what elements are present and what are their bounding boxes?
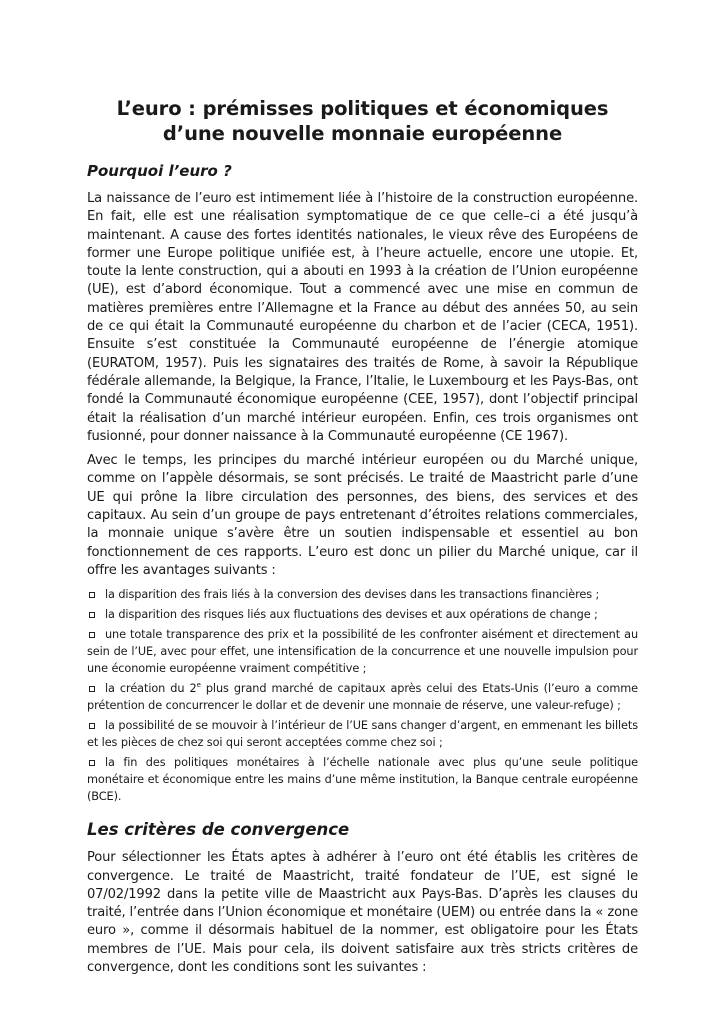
checkbox-bullet-icon: [89, 612, 95, 618]
list-item-text: la fin des politiques monétaires à l’échelle nationale avec plus qu’une seule politique monétaire et économique entre les mains d’une même institution, la Banque centrale européenne (BCE).: [87, 756, 638, 804]
list-item-text: la disparition des risques liés aux fluctuations des devises et aux opérations de change ;: [105, 608, 598, 622]
list-item: [87, 606, 638, 623]
list-item-text: la possibilité de se mouvoir à l’intérieur de l’UE sans changer d’argent, en emmenant les billets et les pièces de chez soi qui seront acceptées comme chez soi ;: [87, 719, 638, 750]
list-item: [87, 586, 638, 603]
advantages-list: [87, 586, 638, 805]
paragraph-history: La naissance de l’euro est intimement liée à l’histoire de la construction européenne. En fait, elle est une réalisation symptomatique de ce que celle–ci a été jusqu’à maintenant. A cause des fortes identités nationales, le vieux rêve des Européens de former une Europe politique unifiée est, à l’heure actuelle, encore une utopie. Et, toute la lente construction, qui a abouti en 1993 à la création de l’Union européenne (UE), est d’abord économique. Tout a commencé avec une mise en commun de matières premières entre l’Allemagne et la France au début des années 50, au sein de ce qui était la Communauté européenne du charbon et de l’acier (CECA, 1951). Ensuite s’est constituée la Communauté européenne de l’énergie atomique (EURATOM, 1957). Puis les signataires des traités de Rome, à savoir la République fédérale allemande, la Belgique, la France, l’Italie, le Luxembourg et les Pays-Bas, ont fondé la Communauté économique européenne (CEE, 1957), dont l’objectif principal était la réalisation d’un marché intérieur européen. Enfin, ces trois organismes ont fusionné, pour donner naissance à la Communauté européenne (CE 1967).: [87, 191, 638, 444]
superscript: e: [196, 681, 201, 690]
title-line-2: d’une nouvelle monnaie européenne: [162, 122, 563, 145]
checkbox-bullet-icon: [89, 632, 95, 638]
checkbox-bullet-icon: [89, 686, 95, 692]
checkbox-bullet-icon: [89, 723, 95, 729]
checkbox-bullet-icon: [89, 760, 95, 766]
checkbox-bullet-icon: [89, 592, 95, 598]
list-item-text-post: plus grand marché de capitaux après celui des Etats-Unis (l’euro a comme prétention de concurrencer le dollar et de devenir une monnaie de réserve, une valeur-refuge) ;: [87, 682, 639, 713]
list-item-text-pre: la création du 2: [105, 682, 197, 696]
list-item: [87, 717, 638, 751]
title-line-1: L’euro : prémisses politiques et économiques: [116, 97, 609, 120]
list-item: [87, 754, 638, 805]
list-item: [87, 626, 638, 677]
list-item-text: une totale transparence des prix et la possibilité de les confronter aisément et directement au sein de l’UE, avec pour effet, une intensification de la concurrence et une nouvelle impulsion pour une économie européenne vraiment compétitive ;: [87, 628, 638, 676]
section-heading-criteres: Les critères de convergence: [87, 820, 350, 840]
list-item-text: la disparition des frais liés à la conversion des devises dans les transactions financières ;: [105, 588, 600, 602]
document-page: [87, 96, 638, 983]
document-title: [87, 96, 638, 146]
paragraph-marche-unique: Avec le temps, les principes du marché intérieur européen ou du Marché unique, comme on l’appèle désormais, se sont précisés. Le traité de Maastricht parle d’une UE qui prône la libre circulation des personnes, des biens, des services et des capitaux. Au sein d’un groupe de pays entretenant d’étroites relations commerciales, la monnaie unique s’avère être un soutien indispensable et essentiel au bon fonctionnement de ces rapports. L’euro est donc un pilier du Marché unique, car il offre les avantages suivants :: [87, 453, 638, 578]
list-item: [87, 680, 638, 714]
paragraph-convergence: Pour sélectionner les États aptes à adhérer à l’euro ont été établis les critères de convergence. Le traité de Maastricht, traité fondateur de l’UE, est signé le 07/02/1992 dans la petite ville de Maastricht aux Pays-Bas. D’après les clauses du traité, l’entrée dans l’Union économique et monétaire (UEM) ou entrée dans la « zone euro », comme il désormais habituel de la nommer, est obligatoire pour les États membres de l’UE. Mais pour cela, ils doivent satisfaire aux très stricts critères de convergence, dont les conditions sont les suivantes :: [87, 850, 638, 976]
section-heading-pourquoi: Pourquoi l’euro ?: [87, 162, 232, 180]
